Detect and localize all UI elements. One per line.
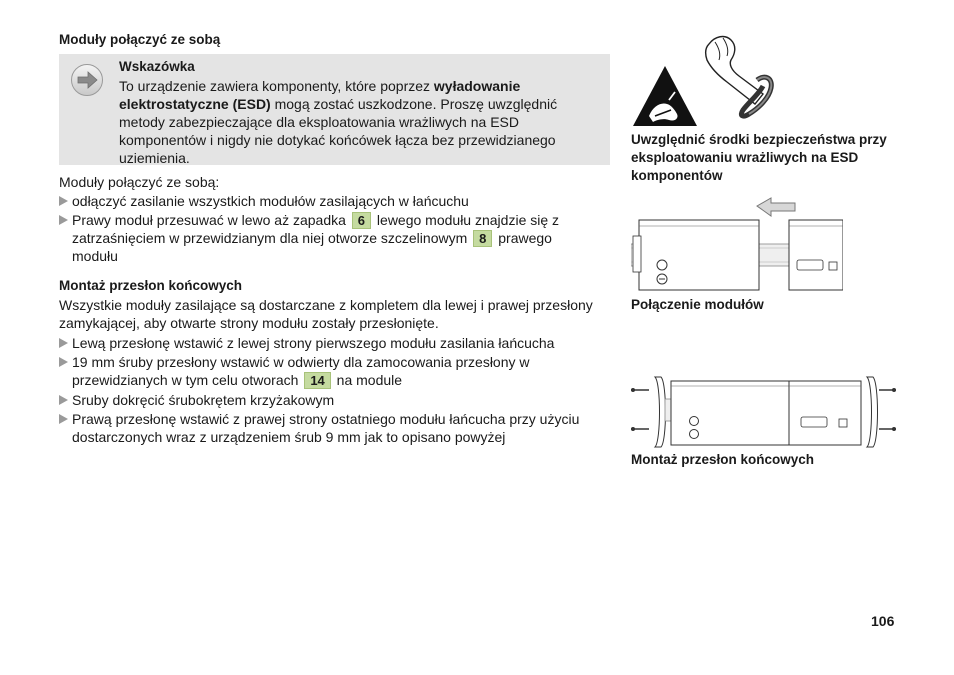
text-part: prawego modułu — [72, 230, 552, 264]
list-item — [59, 410, 604, 446]
text-part: lewego modułu znajdzie się z zatrzaśnięciem w przewidzianym dla niej otworze szczelinowym — [72, 212, 560, 246]
caption-end-caps: Montaż przesłon końcowych — [631, 452, 815, 467]
bullet-triangle-icon — [59, 215, 68, 225]
module-connection-illustration — [631, 196, 843, 296]
intro-text: Moduły połączyć ze sobą: — [59, 174, 220, 190]
list-item — [59, 391, 599, 409]
list-item — [59, 192, 599, 210]
list-item — [59, 334, 599, 352]
note-text-part: To urządzenie zawiera komponenty, które poprzez — [119, 78, 434, 94]
bullet-triangle-icon — [59, 395, 68, 405]
end-caps-illustration — [631, 373, 896, 451]
list-item-text: odłączyć zasilanie wszystkich modułów zasilających w łańcuchu — [72, 193, 469, 209]
list-item-text: Lewą przesłonę wstawić z lewej strony pierwszego modułu zasilania łańcucha — [72, 335, 555, 351]
caption-module-connection: Połączenie modułów — [631, 297, 764, 312]
list-item-text: Sruby dokręcić śrubokrętem krzyżakowym — [72, 392, 335, 408]
bullet-triangle-icon — [59, 196, 68, 206]
text-part: Prawy moduł przesuwać w lewo aż zapadka — [72, 212, 346, 228]
bullet-triangle-icon — [59, 414, 68, 424]
text-part: 19 mm śruby przesłony wstawić w odwierty dla zamocowania przesłony w przewidzianych w tym celu otworach — [72, 354, 530, 388]
list-item-text — [59, 211, 599, 265]
list-item-text: Prawą przesłonę wstawić z prawej strony ostatniego modułu łańcucha przy użyciu dostarczonych wraz z urządzeniem śrub 9 mm jak to opisano powyżej — [72, 411, 580, 445]
note-text-part: mogą zostać uszkodzone. Proszę uwzględnić metody zabezpieczające dla eksploatowania wrażliwych na ESD komponentów i nigdy nie dotykać końcówek łącza bez przewidzianego uziemienia. — [119, 96, 558, 166]
esd-illustration — [631, 32, 781, 128]
bullet-triangle-icon — [59, 338, 68, 348]
arrow-right-icon — [71, 64, 103, 96]
ref-tag: 6 — [352, 212, 371, 229]
caption-esd: Uwzględnić środki bezpieczeństwa przy eksploatowaniu wrażliwych na ESD komponentów — [631, 132, 887, 183]
section-title-connect-modules: Moduły połączyć ze sobą — [59, 32, 221, 47]
note-text-bold: wyładowanie elektrostatyczne (ESD) — [119, 78, 521, 112]
note-text — [119, 77, 599, 167]
page-number: 106 — [871, 613, 895, 629]
list-item — [59, 353, 569, 389]
note-title: Wskazówka — [119, 59, 195, 74]
section-title-end-caps: Montaż przesłon końcowych — [59, 278, 243, 293]
section2-paragraph: Wszystkie moduły zasilające są dostarczane z kompletem dla lewej i prawej przesłony zamykającej, aby otwarte strony modułu zostały przesłonięte. — [59, 297, 593, 331]
ref-tag: 14 — [304, 372, 330, 389]
text-part: na module — [336, 372, 403, 388]
note-box — [59, 54, 610, 165]
list-item — [59, 211, 599, 265]
list-item-text — [59, 353, 569, 389]
bullet-triangle-icon — [59, 357, 68, 367]
ref-tag: 8 — [473, 230, 492, 247]
